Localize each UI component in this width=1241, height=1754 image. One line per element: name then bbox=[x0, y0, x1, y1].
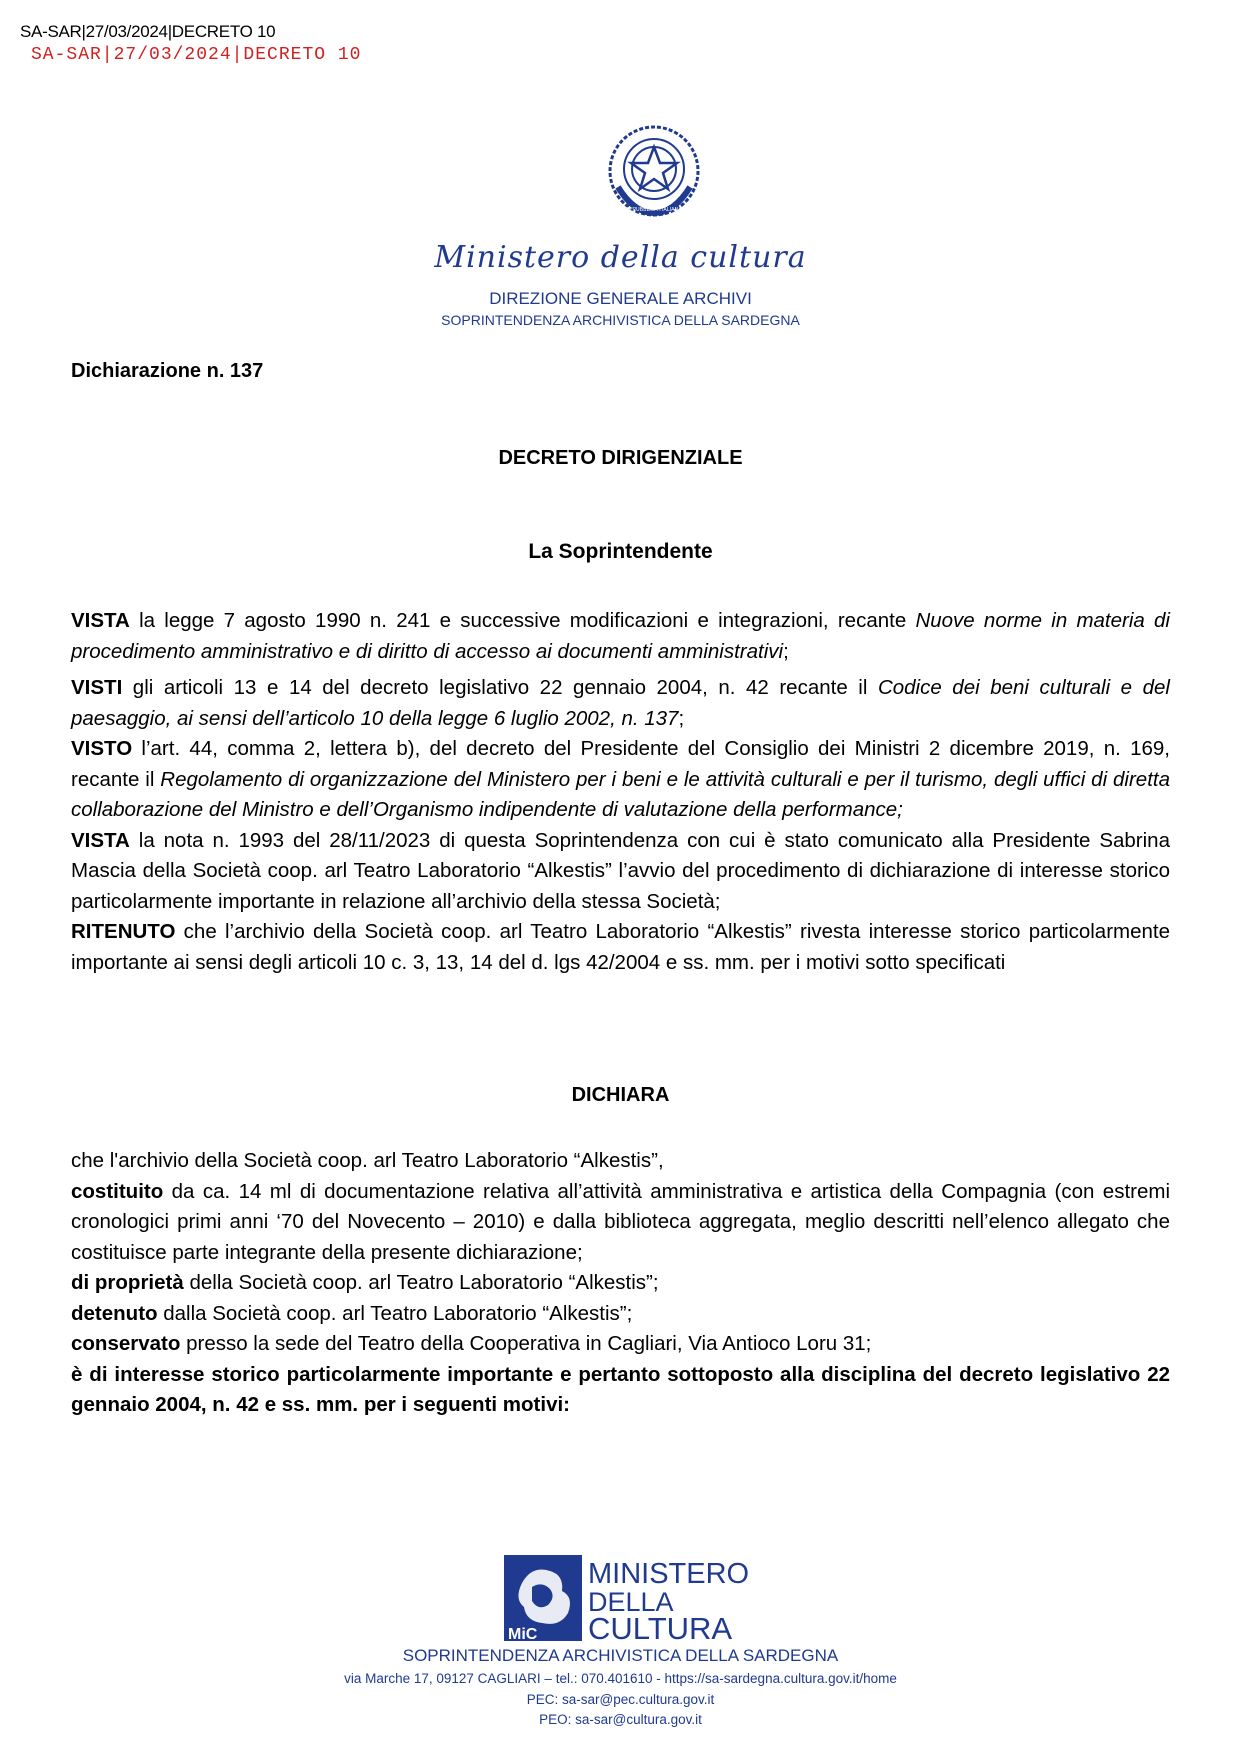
mic-logo-icon bbox=[502, 1553, 752, 1643]
footer-address: via Marche 17, 09127 CAGLIARI – tel.: 070.401610 - https://sa-sardegna.cultura.gov.it/home bbox=[344, 1671, 897, 1686]
premise-paragraph: VISTO l’art. 44, comma 2, lettera b), del decreto del Presidente del Consiglio dei Ministri 2 dicembre 2019, n. 169, recante il Regolamento di organizzazione del Ministero per i beni e le attività culturali e per il turismo, degli uffici di diretta collaborazione del Ministro e dell’Organismo indipendente di valutazione della performance; bbox=[71, 737, 1170, 821]
declaration-item: conservato presso la sede del Teatro della Cooperativa in Cagliari, Via Antioco Loru 31; bbox=[71, 1332, 872, 1355]
declaration-item: di proprietà della Società coop. arl Teatro Laboratorio “Alkestis”; bbox=[71, 1271, 659, 1294]
premise-paragraph: VISTA la legge 7 agosto 1990 n. 241 e successive modificazioni e integrazioni, recante Nuove norme in materia di procedimento amministrativo e di diritto di accesso ai documenti amministrativi; bbox=[71, 609, 1170, 663]
premise-paragraph: VISTA la nota n. 1993 del 28/11/2023 di questa Soprintendenza con cui è stato comunicato alla Presidente Sabrina Mascia della Società coop. arl Teatro Laboratorio “Alkestis” l’avvio del procedimento di dichiarazione di interesse storico particolarmente importante in relazione all’archivio della stessa Società; bbox=[71, 828, 1170, 913]
emblem-ribbon-text: REPUBBLICA ITALIANA bbox=[626, 207, 682, 213]
logo-line-ministero: MINISTERO bbox=[588, 1558, 750, 1590]
protocol-stamp-text: SA-SAR|27/03/2024|DECRETO 10 bbox=[20, 22, 276, 41]
declaration-conclusion: è di interesse storico particolarmente importante e pertanto sottoposto alla disciplina del decreto legislativo 22 gennaio 2004, n. 42 e ss. mm. per i seguenti motivi: bbox=[71, 1362, 1170, 1416]
premise-paragraph: RITENUTO che l’archivio della Società coop. arl Teatro Laboratorio “Alkestis” rivesta interesse storico particolarmente importante ai sensi degli articoli 10 c. 3, 13, 14 del d. lgs 42/2004 e ss. mm. per i motivi sotto specificati bbox=[71, 920, 1170, 974]
declares-heading: DICHIARA bbox=[571, 1084, 670, 1106]
logo-line-della: DELLA bbox=[588, 1587, 674, 1617]
decree-title: DECRETO DIRIGENZIALE bbox=[498, 447, 743, 469]
premises-block bbox=[71, 606, 1170, 978]
mic-logo-mark: MiC bbox=[508, 1626, 538, 1643]
declaration-item: detenuto dalla Società coop. arl Teatro Laboratorio “Alkestis”; bbox=[71, 1301, 633, 1325]
logo-line-cultura: CULTURA bbox=[588, 1611, 733, 1643]
footer-peo: PEO: sa-sar@cultura.gov.it bbox=[539, 1712, 702, 1727]
ministry-name: Ministero della cultura bbox=[434, 240, 807, 275]
declaration-intro: che l'archivio della Società coop. arl Teatro Laboratorio “Alkestis”, bbox=[71, 1149, 664, 1172]
footer-pec: PEC: sa-sar@pec.cultura.gov.it bbox=[526, 1692, 715, 1707]
premise-paragraph: VISTI gli articoli 13 e 14 del decreto legislativo 22 gennaio 2004, n. 42 recante il Codice dei beni culturali e del paesaggio, ai sensi dell’articolo 10 della legge 6 luglio 2002, n. 137; bbox=[71, 676, 1170, 730]
declaration-number: Dichiarazione n. 137 bbox=[71, 360, 264, 382]
protocol-stamp-red: SA-SAR|27/03/2024|DECRETO 10 bbox=[31, 45, 362, 65]
office-name: SOPRINTENDENZA ARCHIVISTICA DELLA SARDEGNA bbox=[441, 312, 800, 328]
declaration-block bbox=[71, 1146, 1170, 1421]
direction-name: DIREZIONE GENERALE ARCHIVI bbox=[489, 289, 752, 308]
footer-office: SOPRINTENDENZA ARCHIVISTICA DELLA SARDEGNA bbox=[402, 1646, 839, 1665]
italian-republic-emblem-icon bbox=[604, 123, 704, 223]
authority-title: La Soprintendente bbox=[528, 540, 713, 563]
declaration-item: costituito da ca. 14 ml di documentazione relativa all’attività amministrativa e artistica della Compagnia (con estremi cronologici primi anni ‘70 del Novecento – 2010) e dalla biblioteca aggregata, meglio descritti nell’elenco allegato che costituisce parte integrante della presente dichiarazione; bbox=[71, 1179, 1170, 1264]
